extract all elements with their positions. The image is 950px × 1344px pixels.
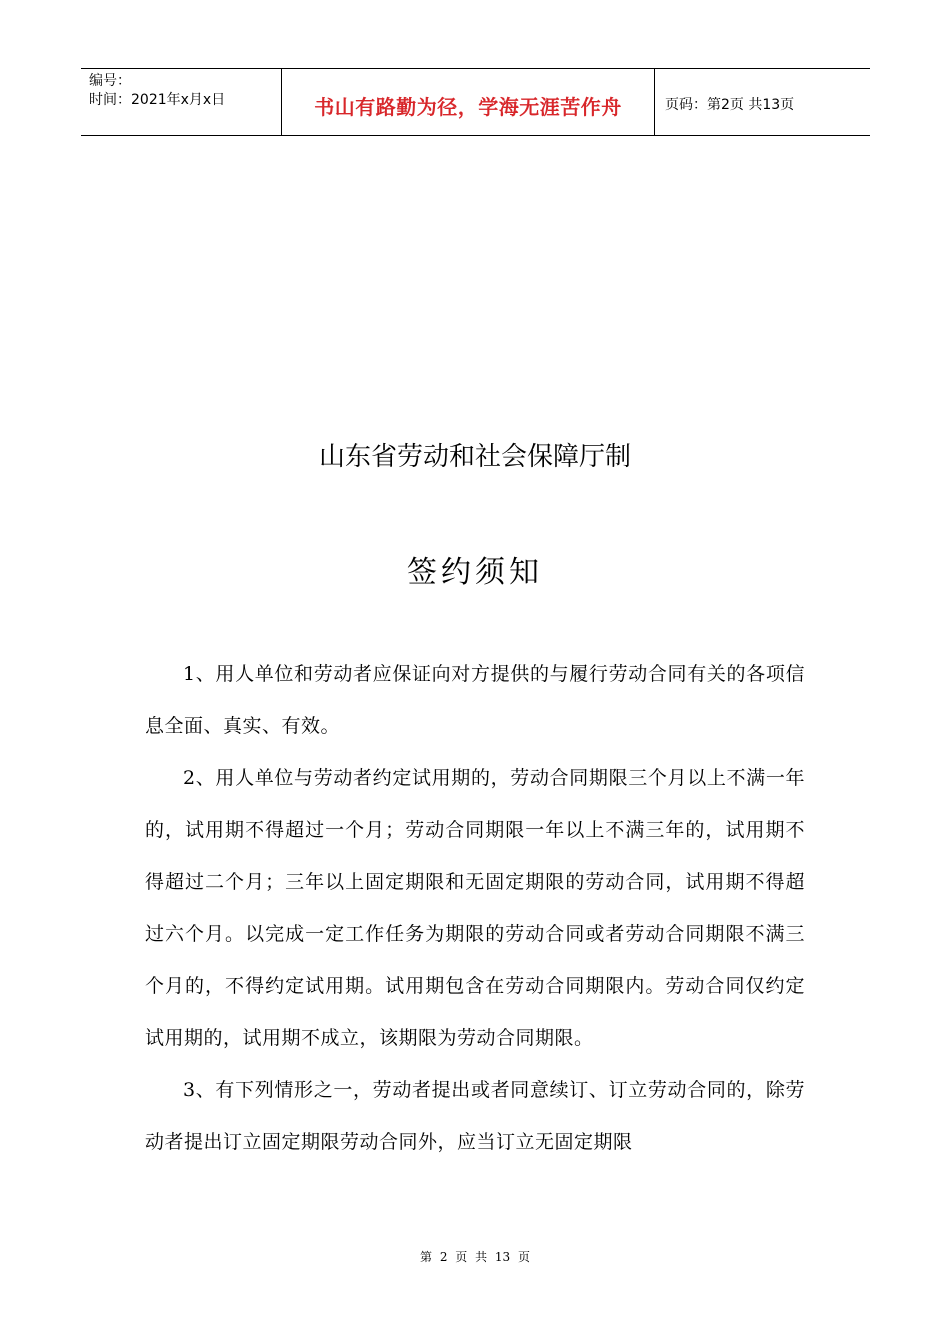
header-number-label: 编号： (89, 73, 131, 89)
organization-title: 山东省劳动和社会保障厅制 (318, 442, 631, 472)
paragraph: 2、用人单位与劳动者约定试用期的，劳动合同期限三个月以上不满一年的，试用期不得超过一个月；劳动合同期限一年以上不满三年的，试用期不得超过二个月；三年以上固定期限和无固定期限的劳动合同，试用期不得超过六个月。以完成一定工作任务为期限的劳动合同或者劳动合同期限不满三个月的，不得约定试用期。试用期包含在劳动合同期限内。劳动合同仅约定试用期的，试用期不成立，该期限为劳动合同期限。 (145, 767, 805, 1049)
document-body (145, 648, 805, 1168)
header-divider (654, 69, 655, 135)
page-footer: 第 2 页 共 13 页 (420, 1250, 530, 1264)
header-time-label: 时间：2021年x月x日 (89, 92, 226, 108)
paragraph: 3、有下列情形之一，劳动者提出或者同意续订、订立劳动合同的，除劳动者提出订立固定期限劳动合同外，应当订立无固定期限 (145, 1079, 805, 1153)
paragraph: 1、用人单位和劳动者应保证向对方提供的与履行劳动合同有关的各项信息全面、真实、有效。 (145, 663, 805, 737)
header-meta (89, 72, 225, 110)
header-motto: 书山有路勤为径，学海无涯苦作舟 (314, 95, 622, 119)
header-page-info: 页码：第2页 共13页 (665, 97, 795, 113)
document-title: 签约须知 (407, 555, 543, 590)
header-table (81, 68, 870, 136)
